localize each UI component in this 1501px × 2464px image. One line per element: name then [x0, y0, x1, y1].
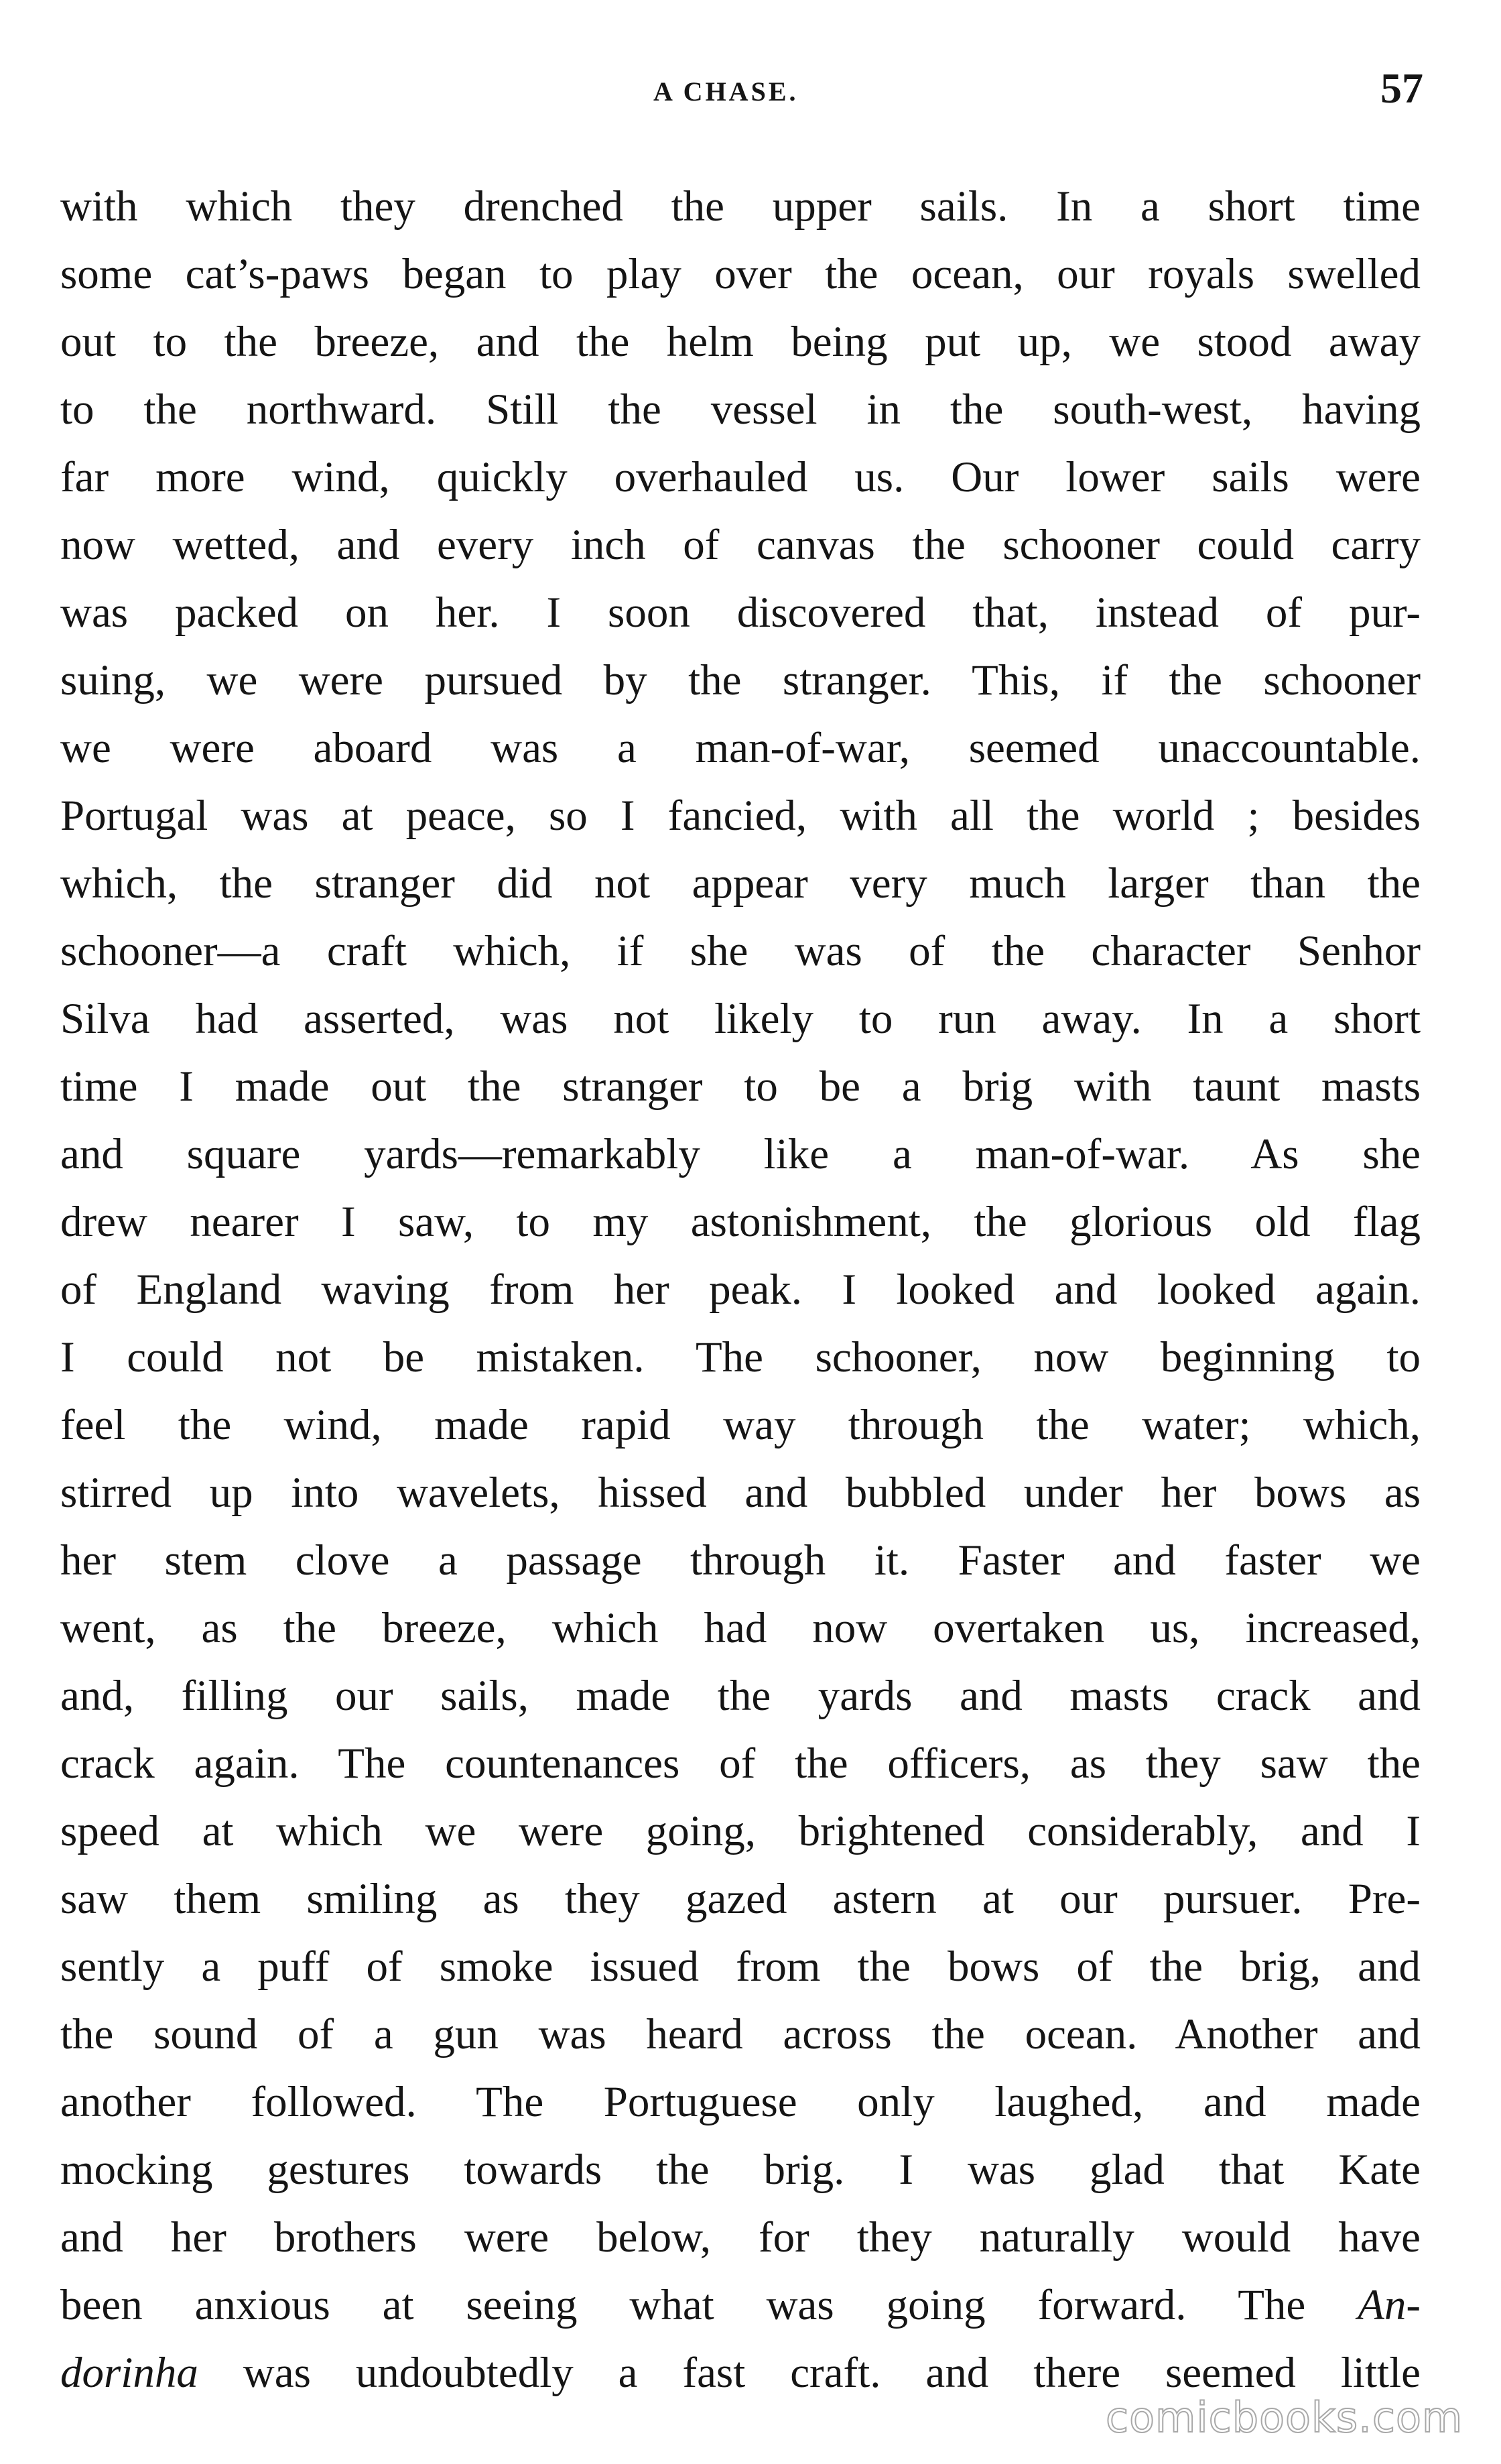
text-line: and her brothers were below, for they naturally would have	[60, 2213, 1421, 2262]
text-line: out to the breeze, and the helm being put up, we stood away	[60, 318, 1421, 366]
text-line: drew nearer I saw, to my astonishment, the glorious old flag	[60, 1198, 1421, 1246]
text-line: far more wind, quickly overhauled us. Our lower sails were	[60, 453, 1421, 501]
text-line: was packed on her. I soon discovered that, instead of pur-	[60, 589, 1421, 637]
text-line: I could not be mistaken. The schooner, now beginning to	[60, 1333, 1421, 1381]
text-line: her stem clove a passage through it. Faster and faster we	[60, 1536, 1421, 1585]
text-line: time I made out the stranger to be a brig with taunt masts	[60, 1062, 1421, 1111]
body-text	[60, 173, 1421, 2407]
page-number: 57	[1380, 64, 1423, 112]
text-segment: been anxious at seeing what was going forward. The	[60, 2281, 1358, 2329]
text-line: of England waving from her peak. I looked and looked again.	[60, 1266, 1421, 1314]
text-line: another followed. The Portuguese only laughed, and made	[60, 2078, 1421, 2126]
text-line: and, filling our sails, made the yards and masts crack and	[60, 1672, 1421, 1720]
text-line: some cat’s-paws began to play over the ocean, our royals swelled	[60, 250, 1421, 298]
text-line: sently a puff of smoke issued from the bows of the brig, and	[60, 1943, 1421, 1991]
text-line: saw them smiling as they gazed astern at our pursuer. Pre-	[60, 1875, 1421, 1923]
text-line: feel the wind, made rapid way through the water; which,	[60, 1401, 1421, 1449]
text-line	[60, 2272, 1421, 2339]
text-line: Silva had asserted, was not likely to run away. In a short	[60, 995, 1421, 1043]
text-line: Portugal was at peace, so I fancied, with all the world ; besides	[60, 792, 1421, 840]
text-line: with which they drenched the upper sails. In a short time	[60, 182, 1421, 231]
watermark-logo: comicbooks.com	[1106, 2393, 1463, 2442]
text-line: stirred up into wavelets, hissed and bubbled under her bows as	[60, 1469, 1421, 1517]
text-line: which, the stranger did not appear very much larger than the	[60, 859, 1421, 908]
text-line: the sound of a gun was heard across the ocean. Another and	[60, 2010, 1421, 2058]
text-line: went, as the breeze, which had now overtaken us, increased,	[60, 1604, 1421, 1652]
text-line: suing, we were pursued by the stranger. This, if the schooner	[60, 656, 1421, 704]
text-line: schooner—a craft which, if she was of the character Senhor	[60, 927, 1421, 975]
text-line: and square yards—remarkably like a man-of-war. As she	[60, 1130, 1421, 1178]
text-line: to the northward. Still the vessel in the south-west, having	[60, 385, 1421, 434]
text-line: speed at which we were going, brightened considerably, and I	[60, 1807, 1421, 1855]
running-head	[0, 64, 1501, 117]
ship-name-italic: An-	[1358, 2281, 1421, 2329]
text-line: we were aboard was a man-of-war, seemed unaccountable.	[60, 724, 1421, 772]
text-line: crack again. The countenances of the officers, as they saw the	[60, 1739, 1421, 1788]
text-line: now wetted, and every inch of canvas the schooner could carry	[60, 521, 1421, 569]
ship-name-italic: dorinha	[60, 2349, 198, 2397]
text-line: mocking gestures towards the brig. I was glad that Kate	[60, 2146, 1421, 2194]
running-title: A CHASE.	[653, 76, 799, 107]
text-segment: was undoubtedly a fast craft. and there seemed little	[198, 2349, 1421, 2397]
